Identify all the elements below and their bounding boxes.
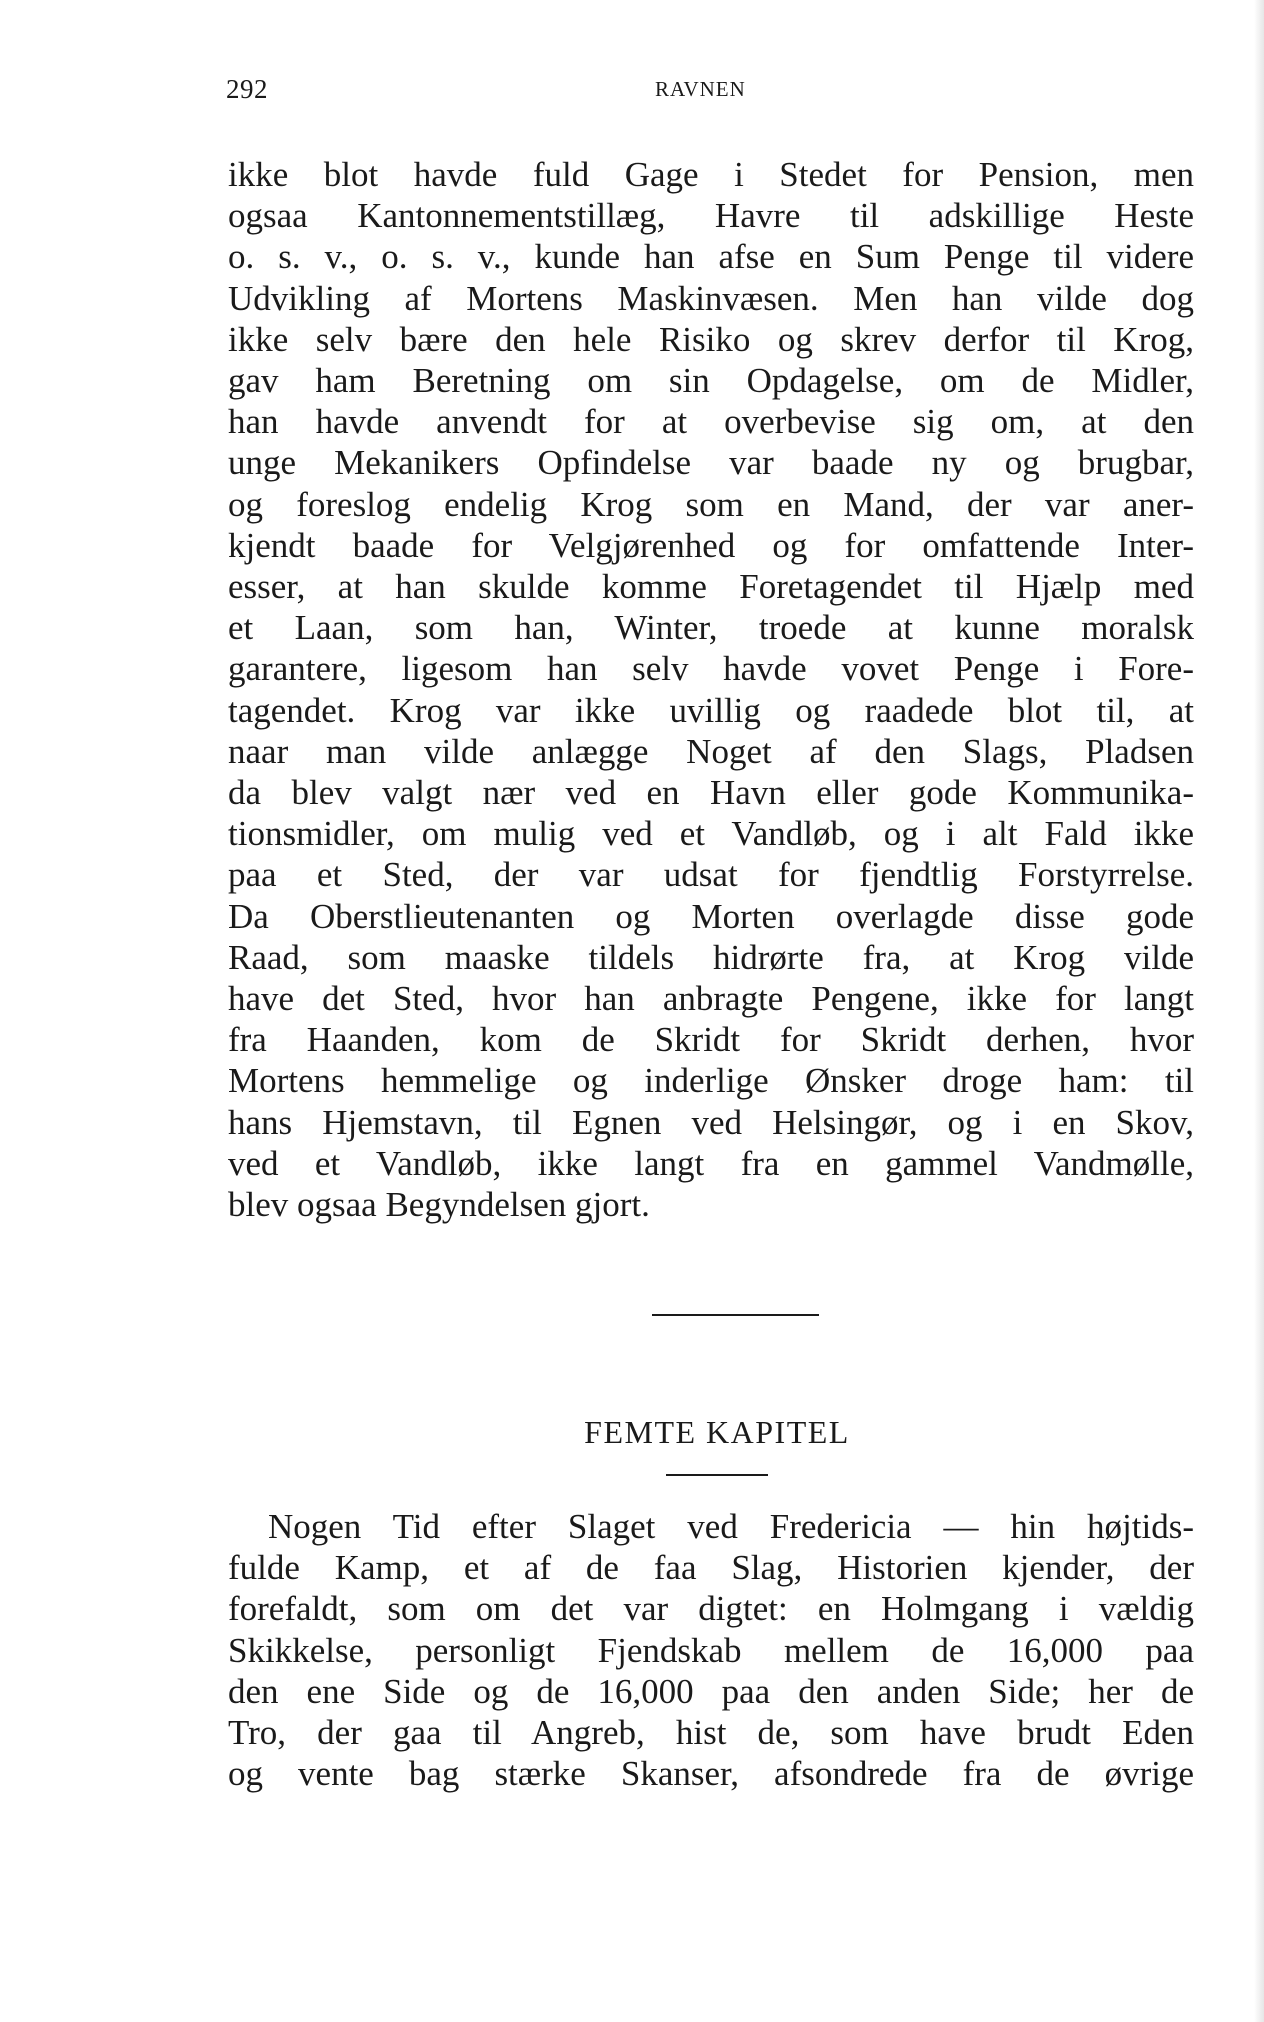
text-line: esser, at han skulde komme Foretagendet til Hjælp med bbox=[228, 567, 1194, 607]
text-line: tagendet. Krog var ikke uvillig og raadede blot til, at bbox=[228, 690, 1194, 730]
text-line: et Laan, som han, Winter, troede at kunne moralsk bbox=[228, 608, 1194, 648]
text-line: hans Hjemstavn, til Egnen ved Helsingør, og i en Skov, bbox=[228, 1102, 1194, 1142]
text-line: ikke blot havde fuld Gage i Stedet for Pension, men bbox=[228, 155, 1194, 194]
text-line: ved et Vandløb, ikke langt fra en gammel Vandmølle, bbox=[228, 1143, 1194, 1183]
text-line: Raad, som maaske tildels hidrørte fra, at Krog vilde bbox=[228, 937, 1194, 977]
text-line: og vente bag stærke Skanser, afsondrede fra de øvrige bbox=[228, 1754, 1194, 1794]
section-divider bbox=[652, 1314, 819, 1316]
text-line: Mortens hemmelige og inderlige Ønsker droge ham: til bbox=[228, 1061, 1194, 1101]
body-paragraph-1 bbox=[228, 154, 1194, 1225]
body-paragraph-2 bbox=[228, 1506, 1194, 1794]
text-line: ogsaa Kantonnementstillæg, Havre til adskillige Heste bbox=[228, 196, 1194, 236]
text-line: Tro, der gaa til Angreb, hist de, som have brudt Eden bbox=[228, 1713, 1194, 1753]
text-line: naar man vilde anlægge Noget af den Slags, Pladsen bbox=[228, 731, 1194, 771]
text-line: garantere, ligesom han selv havde vovet Penge i Fore- bbox=[228, 649, 1194, 689]
chapter-heading: FEMTE KAPITEL bbox=[584, 1414, 850, 1450]
text-line: Nogen Tid efter Slaget ved Fredericia — hin højtids- bbox=[268, 1507, 1194, 1546]
page-number: 292 bbox=[226, 74, 268, 104]
running-title: RAVNEN bbox=[655, 77, 746, 101]
text-line: da blev valgt nær ved en Havn eller gode Kommunika- bbox=[228, 773, 1194, 813]
text-line: o. s. v., o. s. v., kunde han afse en Sum Penge til videre bbox=[228, 237, 1194, 277]
text-line: fulde Kamp, et af de faa Slag, Historien kjender, der bbox=[228, 1548, 1194, 1588]
page-edge-shadow bbox=[1254, 0, 1264, 2022]
text-line: og foreslog endelig Krog som en Mand, der var aner- bbox=[228, 484, 1194, 524]
text-line: Skikkelse, personligt Fjendskab mellem de 16,000 paa bbox=[228, 1630, 1194, 1670]
text-line: gav ham Beretning om sin Opdagelse, om de Midler, bbox=[228, 361, 1194, 401]
text-line: han havde anvendt for at overbevise sig om, at den bbox=[228, 402, 1194, 442]
text-line: Da Oberstlieutenanten og Morten overlagde disse gode bbox=[228, 896, 1194, 936]
text-line: have det Sted, hvor han anbragte Pengene, ikke for langt bbox=[228, 979, 1194, 1019]
text-line: blev ogsaa Begyndelsen gjort. bbox=[228, 1185, 650, 1225]
text-line: den ene Side og de 16,000 paa den anden Side; her de bbox=[228, 1671, 1194, 1711]
text-line: paa et Sted, der var udsat for fjendtlig Forstyrrelse. bbox=[228, 855, 1194, 895]
text-line: unge Mekanikers Opfindelse var baade ny og brugbar, bbox=[228, 443, 1194, 483]
heading-underline bbox=[666, 1474, 768, 1476]
text-line: tionsmidler, om mulig ved et Vandløb, og i alt Fald ikke bbox=[228, 814, 1194, 854]
text-line: Udvikling af Mortens Maskinvæsen. Men han vilde dog bbox=[228, 278, 1194, 318]
text-line: ikke selv bære den hele Risiko og skrev derfor til Krog, bbox=[228, 319, 1194, 359]
text-line: kjendt baade for Velgjørenhed og for omfattende Inter- bbox=[228, 525, 1194, 565]
text-line: fra Haanden, kom de Skridt for Skridt derhen, hvor bbox=[228, 1020, 1194, 1060]
text-line: forefaldt, som om det var digtet: en Holmgang i vældig bbox=[228, 1589, 1194, 1629]
